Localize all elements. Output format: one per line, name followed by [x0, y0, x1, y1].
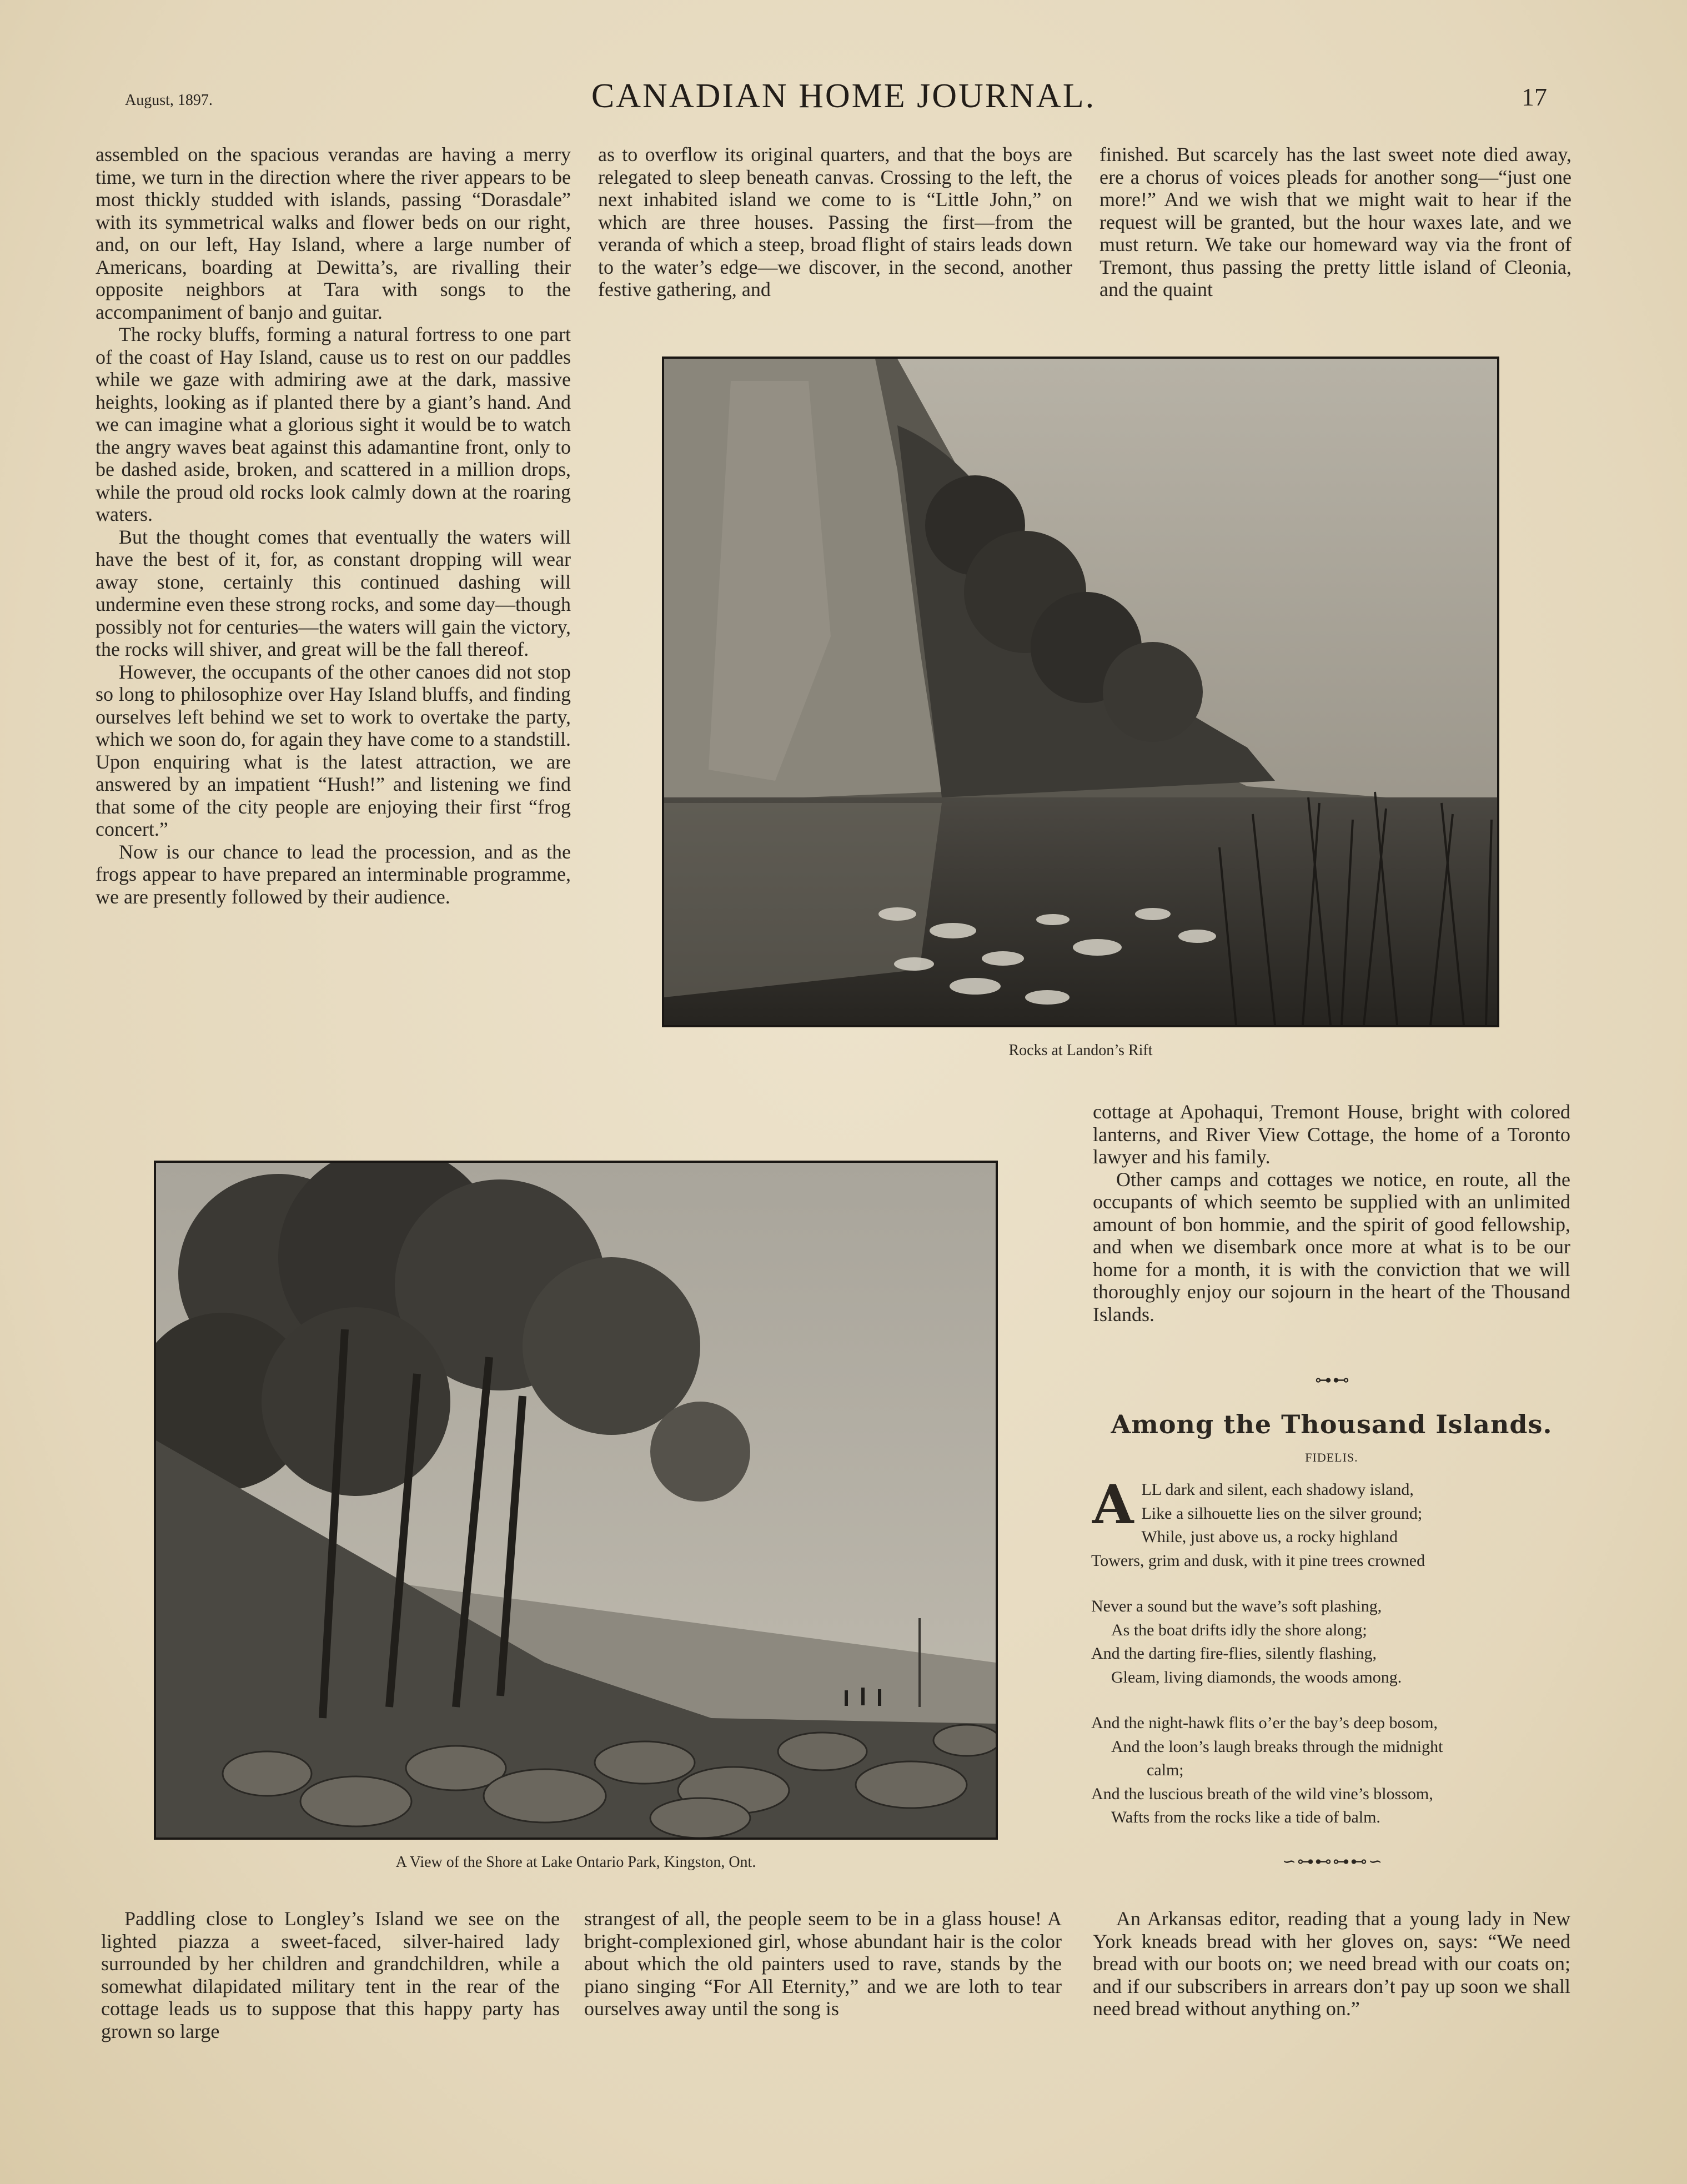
poem-stanza	[1091, 1473, 1574, 1573]
paragraph: The rocky bluffs, forming a natural fortress to one part of the coast of Hay Island, cause us to rest on our paddles while we gaze with admiring awe at the dark, massive heights, looking as if planted there by a giant’s hand. And we can imagine what a glorious sight it would be to watch the angry waves beat against this adamantine front, only to be dashed aside, broken, and scattered in a million drops, while the proud old rocks look calmly down at the roaring waters.	[96, 323, 571, 525]
photo-lake-ontario-shore	[154, 1161, 998, 1840]
drop-cap: A	[1092, 1473, 1134, 1536]
issue-date: August, 1897.	[125, 92, 213, 109]
rock-cliff-photo-illustration	[664, 359, 1497, 1025]
column-right-middle	[1093, 1101, 1570, 1326]
column-right-bottom	[1093, 1907, 1570, 2020]
paragraph: assembled on the spacious verandas are having a merry time, we turn in the direction where the river appears to be most thickly studded with islands, passing “Dorasdale” with its symmetrical walks and flower beds on our right, and, on our left, Hay Island, where a large number of Americans, boarding at Dewitta’s, are rivalling their opposite neighbors at Tara with songs to the accompaniment of banjo and guitar.	[96, 143, 571, 323]
poem-line: And the night-hawk flits o’er the bay’s deep bosom,	[1091, 1714, 1438, 1732]
poem-line: And the luscious breath of the wild vine’s blossom,	[1091, 1784, 1433, 1803]
poem-stanza	[1091, 1711, 1574, 1830]
column-right-top	[1099, 143, 1571, 301]
paragraph: An Arkansas editor, reading that a young lady in New York kneads bread with her gloves on, says: “We need bread with our boots on; we need bread with our coats on; and if our subscribers in arrears don’t pay up soon we shall need bread without anything on.”	[1093, 1907, 1570, 2020]
masthead-title: CANADIAN HOME JOURNAL.	[591, 77, 1096, 115]
poem-body	[1091, 1473, 1574, 1852]
poem-line: And the loon’s laugh breaks through the midnight	[1111, 1737, 1443, 1756]
poem-line: LL dark and silent, each shadowy island,	[1141, 1480, 1414, 1499]
poem-line: calm;	[1147, 1761, 1184, 1779]
column-middle-bottom	[584, 1907, 1062, 2020]
poem-title: Among the Thousand Islands.	[1111, 1409, 1553, 1439]
poem-line: Gleam, living diamonds, the woods among.	[1111, 1668, 1402, 1686]
paragraph: strangest of all, the people seem to be in a glass house! A bright-complexioned girl, whose abundant hair is the color about which the old painters used to rave, stands by the piano singing “For All Eternity,” and we are loth to tear ourselves away until the song is	[584, 1907, 1062, 2020]
poem-line: While, just above us, a rocky highland	[1141, 1528, 1398, 1546]
poem-line: And the darting fire-flies, silently flashing,	[1091, 1644, 1377, 1663]
photo-rocks-landons-rift	[662, 357, 1499, 1027]
photo-caption: Rocks at Landon’s Rift	[1008, 1042, 1153, 1059]
paragraph: finished. But scarcely has the last sweet note died away, ere a chorus of voices pleads for another song—“just one more!” And we wish that we might wait to hear if the request will be granted, but the hour waxes late, and we must return. We take our homeward way via the front of Tremont, thus passing the pretty little island of Cleonia, and the quaint	[1099, 143, 1571, 300]
poem-line: Like a silhouette lies on the silver ground;	[1141, 1504, 1423, 1523]
poem-author: FIDELIS.	[1305, 1450, 1358, 1464]
paragraph: Paddling close to Longley’s Island we see on the lighted piazza a sweet-faced, silver-haired lady surrounded by her children and grandchildren, while a somewhat dilapidated military tent in the rear of the cottage leads us to suppose that this happy party has grown so large	[101, 1907, 560, 2042]
paragraph: as to overflow its original quarters, and that the boys are relegated to sleep beneath canvas. Crossing to the left, the next inhabited island we come to is “Little John,” on which are three houses. Passing the first—from the veranda of which a steep, broad flight of stairs leads down to the water’s edge—we discover, in the second, another festive gathering, and	[598, 143, 1072, 300]
ornament-divider: ⊶⊷	[1315, 1371, 1350, 1389]
poem-line: Wafts from the rocks like a tide of balm.	[1111, 1808, 1380, 1826]
column-left-bottom	[101, 1907, 560, 2042]
paragraph: Now is our chance to lead the procession, and as the frogs appear to have prepared an interminable programme, we are presently followed by their audience.	[96, 840, 571, 908]
column-left-top	[96, 143, 571, 908]
poem-line: Never a sound but the wave’s soft plashing,	[1091, 1597, 1382, 1615]
paragraph: But the thought comes that eventually the waters will have the best of it, for, as constant dropping will wear away stone, certainly this continued dashing will undermine even these strong rocks, and some day—though possibly not for centuries—the waters will gain the victory, the rocks will shiver, and great will be the fall thereof.	[96, 525, 571, 660]
poem-line: As the boat drifts idly the shore along;	[1111, 1620, 1367, 1639]
photo-caption: A View of the Shore at Lake Ontario Park, Kingston, Ont.	[395, 1854, 756, 1871]
column-middle-top	[598, 143, 1072, 301]
page-number: 17	[1522, 83, 1547, 111]
paragraph: However, the occupants of the other canoes did not stop so long to philosophize over Hay Island bluffs, and finding ourselves left behind we set to work to overtake the party, which we soon do, for again they have come to a standstill. Upon enquiring what is the latest attraction, we are answered by an impatient “Hush!” and listening we find that some of the city people are enjoying their first “frog concert.”	[96, 660, 571, 840]
ornament-divider: ∽⊶⊷⊶⊷∽	[1282, 1852, 1384, 1871]
shore-trees-photo-illustration	[156, 1163, 996, 1837]
poem-line: Towers, grim and dusk, with it pine trees crowned	[1091, 1551, 1425, 1570]
paragraph: Other camps and cottages we notice, en route, all the occupants of which seemto be supplied with an unlimited amount of bon hommie, and the spirit of good fellowship, and when we disembark once more at what is to be our home for a month, it is with the conviction that we will thoroughly enjoy our sojourn in the heart of the Thousand Islands.	[1093, 1168, 1570, 1326]
paragraph: cottage at Apohaqui, Tremont House, bright with colored lanterns, and River View Cottage, the home of a Toronto lawyer and his family.	[1093, 1101, 1570, 1168]
poem-stanza	[1091, 1595, 1574, 1689]
